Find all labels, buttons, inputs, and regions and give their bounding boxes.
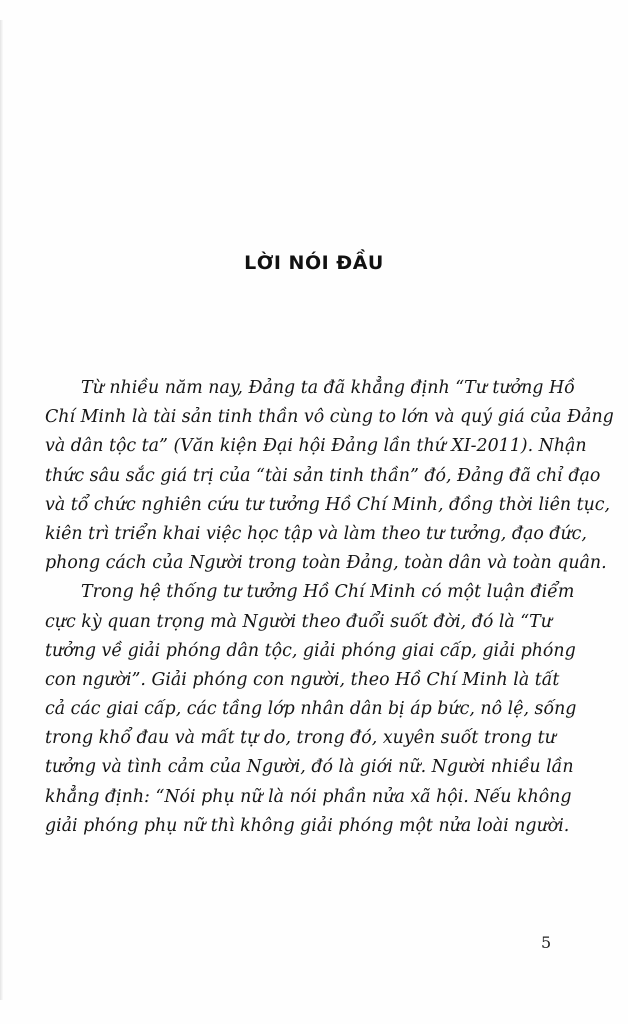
text-line: kiên trì triển khai việc học tập và làm theo tư tưởng, đạo đức, [45, 523, 587, 544]
page-binding-edge [0, 20, 3, 1000]
text-line: con người”. Giải phóng con người, theo Hồ Chí Minh là tất [45, 669, 560, 690]
text-line: tưởng về giải phóng dân tộc, giải phóng giai cấp, giải phóng [45, 640, 576, 661]
text-line: Từ nhiều năm nay, Đảng ta đã khẳng định “Tư tưởng Hồ [81, 378, 575, 398]
text-line: tưởng và tình cảm của Người, đó là giới nữ. Người nhiều lần [45, 757, 574, 778]
text-line: phong cách của Người trong toàn Đảng, toàn dân và toàn quân. [45, 553, 607, 574]
text-line: giải phóng phụ nữ thì không giải phóng một nửa loài người. [45, 815, 570, 836]
page-number: 5 [541, 933, 552, 952]
text-line: và dân tộc ta” (Văn kiện Đại hội Đảng lần thứ XI-2011). Nhận [45, 436, 587, 457]
text-line: Chí Minh là tài sản tinh thần vô cùng to lớn và quý giá của Đảng [45, 407, 614, 428]
text-line: cả các giai cấp, các tầng lớp nhân dân bị áp bức, nô lệ, sống [45, 699, 577, 720]
text-line: Trong hệ thống tư tưởng Hồ Chí Minh có một luận điểm [81, 582, 575, 603]
text-line: thức sâu sắc giá trị của “tài sản tinh thần” đó, Đảng đã chỉ đạo [45, 465, 601, 486]
paragraph-2 [45, 578, 577, 841]
body-text [45, 374, 614, 841]
paragraph-1 [45, 374, 614, 578]
text-line: trong khổ đau và mất tự do, trong đó, xuyên suốt trong tư [45, 728, 556, 749]
text-line: cực kỳ quan trọng mà Người theo đuổi suốt đời, đó là “Tư [45, 611, 552, 632]
text-line: khẳng định: “Nói phụ nữ là nói phần nửa xã hội. Nếu không [45, 786, 572, 807]
page-title: LỜI NÓI ĐẦU [244, 252, 384, 274]
text-line: và tổ chức nghiên cứu tư tưởng Hồ Chí Minh, đồng thời liên tục, [45, 494, 611, 515]
